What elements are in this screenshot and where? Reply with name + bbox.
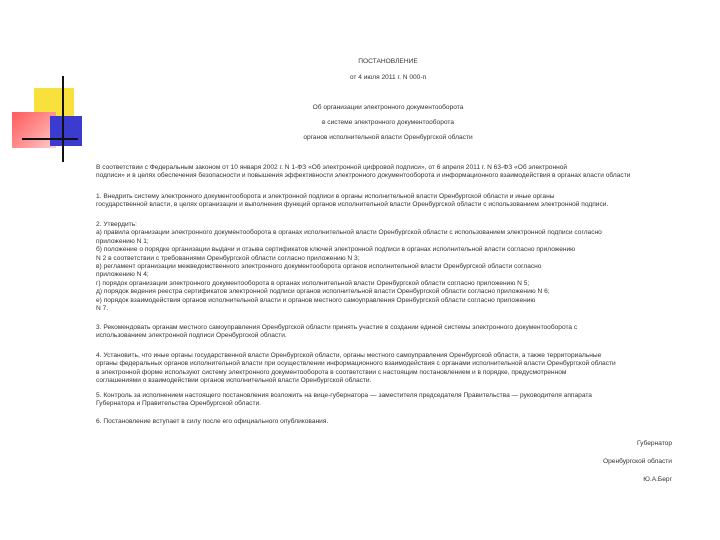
text-line: 6. Постановление вступает в силу после его официального опубликования. [96,418,329,425]
doc-item-5 [96,392,668,409]
text-line: в электронной форме используют систему электронного документооборота в соответствии с настоящим постановлением и в порядке, предусмотренном [96,368,567,376]
text-line: а) правила организации электронного документооборота в органах исполнительной власти Оренбургской области с использованием электронной подписи согласно [96,229,602,237]
text-line: подписи» и в целях обеспечения безопасности и повышения эффективности электронного документооборота и информационного взаимодействия в органах власти области [96,172,631,180]
doc-item-2 [96,221,668,313]
text-line: государственной власти, в целях организации и выполнения функций органов исполнительной власти Оренбургской области с использованием электронной подписи. [96,201,609,209]
text-line: 4. Установить, что иные органы государственной власти Оренбургской области, органы местного самоуправления Оренбургской области, а также территориальные [96,352,602,359]
text-line: использованием электронной подписи Оренбургской области. [96,332,287,340]
signature-region: Оренбургской области [603,458,672,465]
signature-name: Ю.А.Берг [643,476,672,483]
decor-blue-square [50,116,82,146]
doc-subject-line-2: в системе электронного документооборота [321,119,455,126]
text-line: приложению N 1; [96,237,149,245]
doc-subject-line-1: Об организации электронного документооборота [312,104,464,111]
decor-vertical-line [62,76,64,162]
text-line: д) порядок ведения реестра сертификатов электронной подписи органов исполнительной власти Оренбургской области согласно приложению N 6; [96,288,550,296]
doc-item-3 [96,324,668,341]
doc-item-4 [96,352,668,386]
doc-subject-line-3: органов исполнительной власти Оренбургской области [303,134,473,141]
text-line: приложению N 4; [96,271,149,279]
text-line: 3. Рекомендовать органам местного самоуправления Оренбургской области принять участие в создании единой системы электронного документооборота с [96,324,578,331]
text-line: соглашениями о взаимодействии органов исполнительной власти Оренбургской области. [96,377,372,385]
text-line: г) порядок организации электронного документооборота в органах исполнительной власти Оренбургской области согласно приложению N 5; [96,279,530,287]
doc-preamble [96,164,668,181]
text-line: б) положение о порядке организации выдачи и отзыва сертификатов ключей электронной подписи в органах исполнительной власти согласно приложению [96,246,576,254]
signature-position: Губернатор [637,440,672,447]
document [96,0,680,540]
text-line: в) регламент организации межведомственного электронного документооборота органов исполнительной власти Оренбургской области согласно [96,263,542,271]
doc-date-number: от 4 июля 2011 г. N 000-п [349,74,427,81]
doc-title: ПОСТАНОВЛЕНИЕ [358,58,418,65]
doc-item-1 [96,193,668,210]
text-line: N 2 в соответствии с требованиями Оренбургской области согласно приложению N 3; [96,254,360,262]
text-line: 1. Внедрить систему электронного документооборота и электронной подписи в органы исполнительной власти Оренбургской области и иные органы [96,193,555,200]
doc-item-6 [96,418,668,426]
text-line: е) порядок взаимодействия органов исполнительной власти и органов местного самоуправления Оренбургской области согласно приложению [96,296,536,304]
text-line: 2. Утвердить: [96,221,137,228]
text-line: N 7. [96,305,109,313]
text-line: органы федеральных органов исполнительной власти при осуществлении информационного взаимодействия с органами исполнительной власти Оренбургской области [96,360,616,368]
text-line: В соответствии с Федеральным законом от 10 января 2002 г. N 1-ФЗ «Об электронной цифровой подписи», от 6 апреля 2011 г. N 63-ФЗ «Об электронной [96,164,568,171]
decor-horizontal-line [22,138,78,140]
text-line: Губернатора и Правительства Оренбургской области. [96,400,261,408]
text-line: 5. Контроль за исполнением настоящего постановления возложить на вице-губернатора — заместителя председателя Правительства — руководителя аппарата [96,392,592,399]
